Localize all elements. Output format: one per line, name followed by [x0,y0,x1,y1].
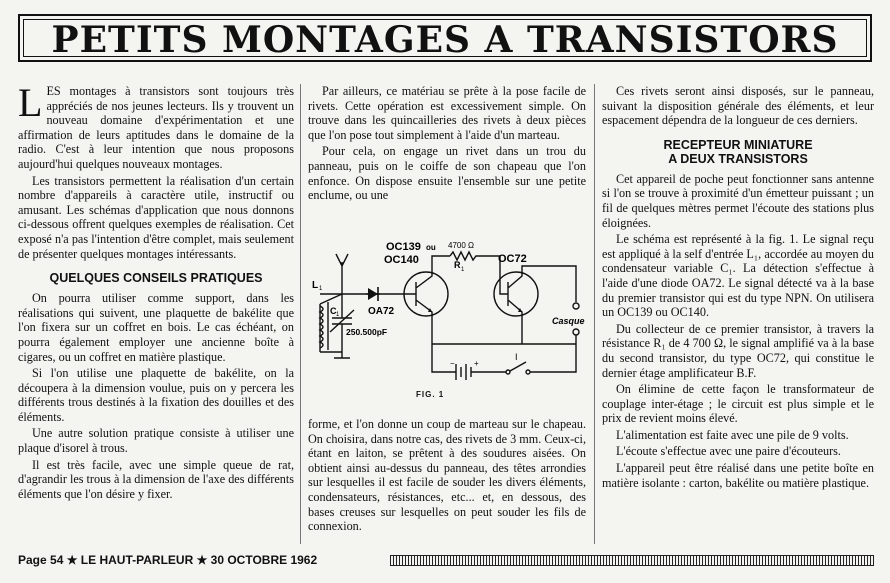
column-1 [18,80,294,503]
paragraph: Le schéma est représenté à la fig. 1. Le signal reçu est appliqué à la self d'entrée L₁, accordée au moyen du condensateur variable C₁. La détection s'effectue à l'aide d'une diode OA72. Le signal détecté va à la base du premier transistor qui est du type NPN. On utilisera un OC139 ou OC140. [602,232,874,320]
circuit-diagram [308,232,586,410]
paragraph: L'écoute s'effectue avec une paire d'écouteurs. [616,444,841,459]
paragraph: Du collecteur de ce premier transistor, à travers la résistance R₁ de 4 700 Ω, le signal amplifié va à la base du second transistor, du type OC72, qui constitue le dernier étage amplificateur B.F. [602,321,874,380]
footer-rule [390,555,874,566]
section-heading: QUELQUES CONSEILS PRATIQUES [49,271,263,286]
paragraph: Par ailleurs, ce matériau se prête à la pose facile de rivets. Cette opération est excessivement simple. On trouve dans les quincailleries des rivets à deux pièces que l'on pose tout simplement à l'aide d'un marteau. [308,84,586,142]
paragraph: On pourra utiliser comme support, dans les réalisations qui suivent, une plaquette de bakélite que l'on fixera sur un coffret en bois. Le cas échéant, on pourra également employer une ancienne boîte à cigares, ou un coffret en matière plastique. [18,291,294,364]
page-title: PETITS MONTAGES A TRANSISTORS [51,19,839,61]
paragraph: Les transistors permettent la réalisation d'un certain nombre d'appareils à caractère utile, instructif ou amusant. Les schémas d'application que nous donnons ci-dessous offrent quelques exemples de réalisation. Cet exposé n'a pas l'intention d'être complet, mais seulement de présenter quelques montages intéressants. [18,173,294,261]
column-2-top [308,84,586,205]
page-footer [18,551,874,569]
footer-text: Page 54 ★ LE HAUT-PARLEUR ★ 30 OCTOBRE 1962 [18,553,318,567]
cap-value: 250.500pF [346,327,388,337]
heading-line-1: RECEPTEUR MINIATURE [663,137,813,152]
paragraph: Il est très facile, avec une simple queue de rat, d'agrandir les trous à la dimension de l'axe des différents éléments que l'on désire y fixer. [18,457,294,501]
headphone-label: Casque [552,316,585,326]
resistor-sub: 1 [461,267,465,273]
circuit-figure [308,232,586,410]
t3-label: OC72 [498,253,527,265]
battery-plus: + [474,359,479,368]
t2-label: OC140 [384,254,419,266]
paragraph: Cet appareil de poche peut fonctionner sans antenne si l'on se trouve à proximité d'un émetteur puissant ; un fil de quelques mètres permet l'écoute des stations plus éloignées. [602,171,874,230]
t1-alt-label: ou [426,243,436,252]
cap-label: C [330,306,337,316]
battery-minus: − [450,359,455,368]
switch-label: I [515,352,518,362]
cap-sub: 1 [336,312,340,318]
intro-text: ES montages à transistors sont toujours très appréciés de nos jeunes lecteurs. Ils y trouvent un nouveau domaine d'expérimentation et une affirmation de leurs aptitudes dans le domaine de la radio. C'est à leur intention que nous proposons aujourd'hui quelques nouveaux montages. [18,84,294,171]
heading-line-2: A DEUX TRANSISTORS [668,151,808,166]
paragraph: Pour cela, on engage un rivet dans un trou du panneau, puis on le coiffe de son chapeau que l'on enfonce. On dispose ensuite l'ensemble sur une petite enclume, ou une [308,144,586,203]
figure-caption: FIG. 1 [416,390,445,399]
column-divider [300,84,301,544]
section-heading [602,138,874,166]
paragraph: L'alimentation est faite avec une pile de 9 volts. [616,427,849,442]
coil-sub: 1 [319,286,323,292]
paragraph: Si l'on utilise une plaquette de bakélite, on la découpera à la dimension voulue, puis on y percera les différents trous destinés à la fixation des douilles et des éléments. [18,366,294,424]
diode-label: OA72 [368,306,395,317]
intro-paragraph [18,80,294,172]
column-2-bottom [308,417,586,536]
title-frame [18,14,872,62]
paragraph: forme, et l'on donne un coup de marteau sur le chapeau. On choisira, dans notre cas, des rivets de 3 mm. Ceux-ci, étant en laiton, se prêtent à des soudures aisées. On obtient ainsi au-dessus du panneau, des têtes arrondies sur lesquelles il est facile de souder les divers éléments, condensateurs, résistances, etc... et, en dessous, des bases creuses sur lesquelles on peut souder les fils de connexion. [308,417,586,534]
paragraph: L'appareil peut être réalisé dans une petite boîte en matière isolante : carton, bakélite ou matière plastique. [602,461,874,490]
drop-cap: L [18,80,43,125]
column-divider [594,84,595,544]
paragraph: Ces rivets seront ainsi disposés, sur le panneau, suivant la disposition générale des éléments, et leur espacement dépendra de la longueur de ces derniers. [602,84,874,128]
coil-label: L [312,280,319,291]
paragraph: On élimine de cette façon le transformateur de couplage inter-étage ; le circuit est plus simple et le prix de revient moins élevé. [602,382,874,426]
paragraph: Une autre solution pratique consiste à utiliser une plaque d'isorel à trous. [18,426,294,456]
t1-label: OC139 [386,241,421,253]
column-3 [602,84,874,492]
resistor-value: 4700 Ω [448,241,474,250]
resistor-name: R [454,260,461,270]
